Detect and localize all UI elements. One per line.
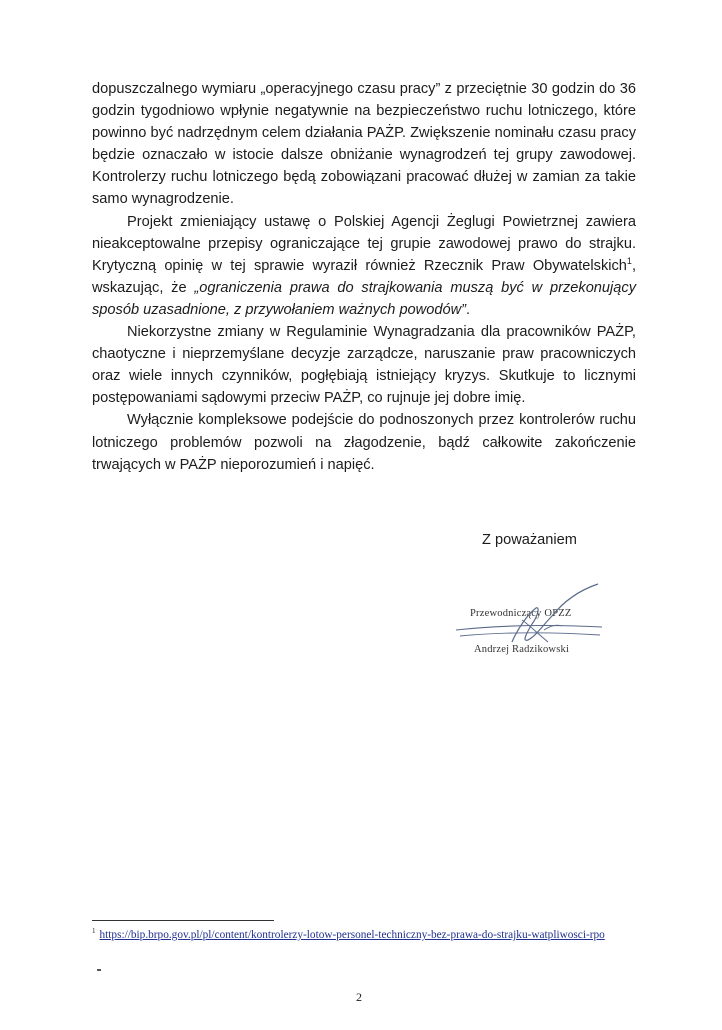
- paragraph-working-time: [92, 78, 636, 211]
- paragraph-text: Niekorzystne zmiany w Regulaminie Wynagradzania dla pracowników PAŻP, chaotyczne i nieprzemyślane decyzje zarządcze, naruszanie praw pracowniczych oraz wiele innych czynników, pogłębiają istniejący kryzys. Skutkuje to licznymi postępowaniami sądowymi przeciw PAŻP, co rujnuje jej dobre imię.: [92, 324, 636, 407]
- paragraph-text: Wyłącznie kompleksowe podejście do podnoszonych przez kontrolerów ruchu lotniczego problemów pozwoli na złagodzenie, bądź całkowite zakończenie trwających w PAŻP nieporozumień i napięć.: [92, 412, 636, 473]
- footnote-divider: [92, 920, 274, 921]
- scan-mark: [97, 969, 101, 971]
- handwritten-signature-icon: [452, 580, 612, 670]
- paragraph-text: dopuszczalnego wymiaru „operacyjnego czasu pracy” z przeciętnie 30 godzin do 36 godzin tygodniowo wpłynie negatywnie na bezpieczeństwo ruchu lotniczego, które powinno być nadrzędnym celem działania PAŻP. Zwiększenie nominału czasu pracy będzie oznaczało w istocie dalsze obniżanie wynagrodzeń tej grupy zawodowej. Kontrolerzy ruchu lotniczego będą zobowiązani pracować dłużej w zamian za takie samo wynagrodzenie.: [92, 81, 636, 208]
- paragraph-crisis: [92, 321, 636, 409]
- paragraph-text: .: [465, 301, 471, 318]
- paragraph-text: Projekt zmieniający ustawę o Polskiej Agencji Żeglugi Powietrznej zawiera nieakceptowalne przepisy ograniczające tej grupie zawodowej prawo do strajku. Krytyczną opinię w tej sprawie wyraził również Rzecznik Praw Obywatelskich: [92, 213, 636, 274]
- letter-body: [92, 78, 636, 476]
- page-number: 2: [356, 990, 362, 1004]
- footnote-reference: 1: [626, 255, 632, 266]
- signature-title: Przewodniczący OPZZ: [470, 608, 572, 619]
- signature-block: [452, 580, 612, 670]
- footnote-link[interactable]: https://bip.brpo.gov.pl/pl/content/kontrolerzy-lotow-personel-techniczny-bez-prawa-do-strajku-watpliwosci-rpo: [99, 929, 605, 941]
- closing-salutation: Z poważaniem: [482, 532, 577, 548]
- paragraph-text: , wskazując, że: [92, 257, 636, 296]
- paragraph-strike-right: [92, 211, 636, 321]
- paragraph-conclusion: [92, 409, 636, 475]
- footnote-marker: 1: [92, 927, 96, 936]
- footnote: [92, 929, 605, 941]
- quotation-text: „ograniczenia prawa do strajkowania muszą być w przekonujący sposób uzasadnione, z przywołaniem ważnych powodów”: [92, 279, 636, 318]
- signature-name: Andrzej Radzikowski: [474, 644, 570, 655]
